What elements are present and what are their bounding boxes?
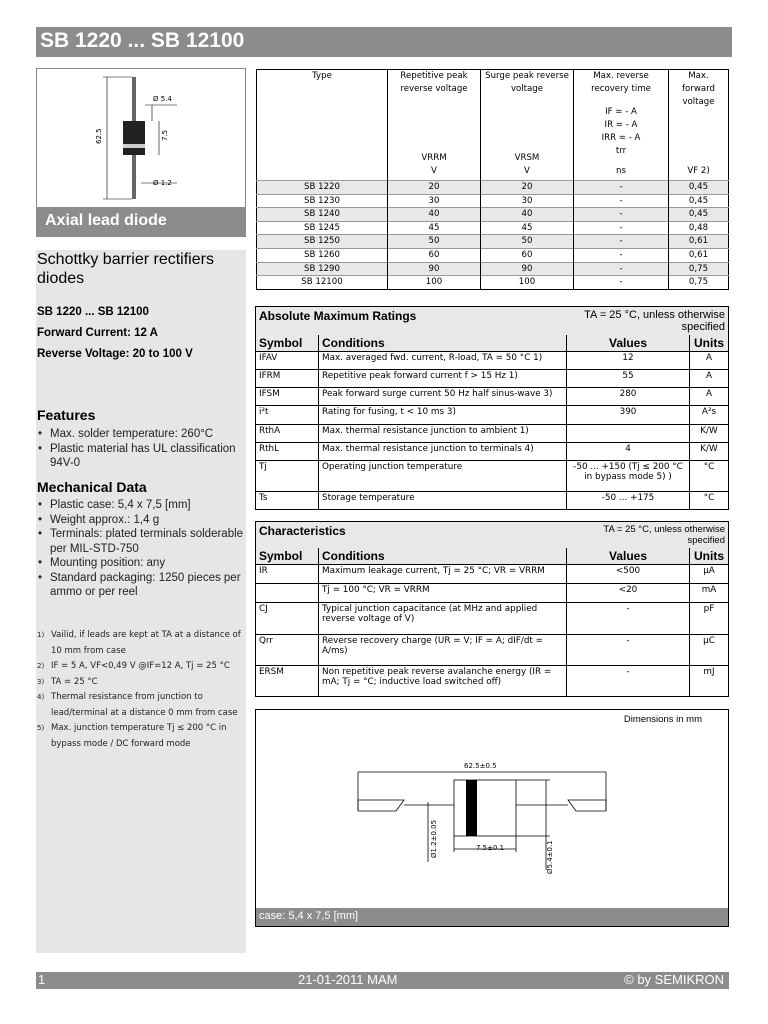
abs_max-val: -50 ... +150 (Tj ≤ 200 °C in bypass mode 5) ): [567, 460, 690, 491]
type-cell: SB 1260: [257, 248, 388, 262]
characteristics-cond: Maximum leakage current, Tj = 25 °C; VR = VRRM: [319, 565, 567, 584]
type-cell: 45: [388, 221, 481, 235]
product-title-line1: Schottky barrier rectifiers: [37, 251, 214, 268]
abs_max-unit: K/W: [690, 424, 729, 442]
footnote: 3) TA = 25 °C: [37, 676, 98, 687]
type-row: [257, 262, 729, 276]
type-cell: -: [574, 248, 669, 262]
type-cell: 45: [481, 221, 574, 235]
characteristics-cond: Reverse recovery charge (UR = V; IF = A; dIF/dt = A/ms): [319, 634, 567, 665]
abs_max-cond: Max. thermal resistance junction to ambient 1): [319, 424, 567, 442]
features-list: [37, 427, 245, 471]
abs_max-unit: A: [690, 352, 729, 370]
characteristics-sym: [256, 584, 319, 603]
type-row: [257, 248, 729, 262]
abs_max-unit: K/W: [690, 442, 729, 460]
type-cell: -: [574, 262, 669, 276]
abs_max-row: [256, 442, 728, 460]
type-cell: 0,45: [669, 181, 729, 195]
dimension-drawing: [255, 709, 729, 927]
forward-current: Forward Current: 12 A: [37, 327, 158, 339]
abs_max-cond: Peak forward surge current 50 Hz half sinus-wave 3): [319, 388, 567, 406]
abs_max-sym: RthA: [256, 424, 319, 442]
page-number: 1: [38, 972, 46, 987]
col-vrsm: Surge peak reverse voltage VRSM V: [481, 70, 574, 181]
type-cell: SB 1240: [257, 208, 388, 222]
characteristics-sym: ERSM: [256, 665, 319, 696]
characteristics-table: Characteristics TA = 25 °C, unless otherwise specified Symbol Conditions Values Units IR Maximum leakage current, Tj = 25 °C; VR = VRRM <500 µA Tj = 100 °C; VR = VRRM <20 mA CJ Typical junction capacitance (at MHz and applied reverse voltage of V) - pF Qrr Reverse recovery charge (UR = V; IF = A; dIF/dt = A/ms) - µC ERSM Non repetitive peak reverse avalanche energy (IR = mA; Tj = °C; inductive load switched off) - mJ: [255, 521, 729, 697]
type-cell: SB 1290: [257, 262, 388, 276]
abs-max-caption: Absolute Maximum Ratings: [259, 309, 417, 323]
type-cell: 0,61: [669, 248, 729, 262]
characteristics-sym: CJ: [256, 603, 319, 634]
characteristics-val: <20: [567, 584, 690, 603]
abs_max-cond: Operating junction temperature: [319, 460, 567, 491]
abs_max-val: 55: [567, 370, 690, 388]
type-cell: 0,75: [669, 262, 729, 276]
type-cell: 40: [481, 208, 574, 222]
abs_max-val: 390: [567, 406, 690, 424]
abs_max-row: [256, 460, 728, 491]
abs_max-sym: IFAV: [256, 352, 319, 370]
abs_max-val: -50 ... +175: [567, 491, 690, 509]
characteristics-unit: mJ: [690, 665, 729, 696]
abs-max-condition: TA = 25 °C, unless otherwise specified: [584, 309, 725, 333]
mechanical-item: • Weight approx.: 1,4 g: [37, 513, 245, 528]
svg-text:Ø5.4±0.1: Ø5.4±0.1: [546, 840, 554, 874]
type-cell: 50: [481, 235, 574, 249]
footer-date: 21-01-2011 MAM: [298, 972, 398, 987]
type-cell: 0,75: [669, 276, 729, 290]
type-cell: SB 1220: [257, 181, 388, 195]
product-title: [37, 250, 247, 288]
abs_max-cond: Max. thermal resistance junction to terminals 4): [319, 442, 567, 460]
abs_max-row: [256, 491, 728, 509]
series-label: SB 1220 ... SB 12100: [37, 306, 149, 318]
footnote: 1) Vailid, if leads are kept at TA at a distance of 10 mm from case: [37, 630, 241, 656]
case-label: case: 5,4 x 7,5 [mm]: [259, 910, 359, 922]
characteristics-val: -: [567, 603, 690, 634]
characteristics-val: <500: [567, 565, 690, 584]
svg-text:62.5±0.5: 62.5±0.5: [464, 762, 497, 770]
diode-image: [36, 68, 246, 208]
svg-text:Ø 5.4: Ø 5.4: [153, 95, 172, 103]
type-cell: SB 12100: [257, 276, 388, 290]
abs_max-unit: °C: [690, 491, 729, 509]
type-cell: SB 1230: [257, 194, 388, 208]
case-bar: [256, 908, 728, 926]
characteristics-val: -: [567, 634, 690, 665]
type-cell: 0,48: [669, 221, 729, 235]
col-vf: Max. forward voltage VF 2): [669, 70, 729, 181]
abs_max-sym: RthL: [256, 442, 319, 460]
type-cell: SB 1250: [257, 235, 388, 249]
abs_max-sym: IFSM: [256, 388, 319, 406]
abs_max-sym: IFRM: [256, 370, 319, 388]
characteristics-condition: TA = 25 °C, unless otherwise specified: [603, 524, 725, 546]
type-row: [257, 235, 729, 249]
mechanical-item: • Terminals: plated terminals solderable per MIL-STD-750: [37, 527, 245, 556]
characteristics-cond: Tj = 100 °C; VR = VRRM: [319, 584, 567, 603]
col-trr: Max. reverse recovery time IF = - A IR = - A IRR = - A trr ns: [574, 70, 669, 181]
abs_max-row: [256, 370, 728, 388]
feature-item: • Max. solder temperature: 260°C: [37, 427, 245, 442]
abs_max-val: 12: [567, 352, 690, 370]
abs_max-row: [256, 388, 728, 406]
abs_max-cond: Repetitive peak forward current f > 15 Hz 1): [319, 370, 567, 388]
svg-text:7.5±0.1: 7.5±0.1: [476, 844, 505, 852]
type-cell: 0,61: [669, 235, 729, 249]
type-row: [257, 221, 729, 235]
characteristics-sym: Qrr: [256, 634, 319, 665]
type-cell: -: [574, 276, 669, 290]
characteristics-row: [256, 634, 728, 665]
abs_max-cond: Storage temperature: [319, 491, 567, 509]
page-title: SB 1220 ... SB 12100: [40, 29, 245, 52]
abs_max-cond: Rating for fusing, t < 10 ms 3): [319, 406, 567, 424]
title-bar: [36, 27, 732, 57]
reverse-voltage: Reverse Voltage: 20 to 100 V: [37, 348, 193, 360]
dimensions-label: Dimensions in mm: [623, 714, 702, 725]
mechanical-item: • Mounting position: any: [37, 556, 245, 571]
abs_max-unit: °C: [690, 460, 729, 491]
characteristics-val: -: [567, 665, 690, 696]
type-cell: 30: [481, 194, 574, 208]
abs_max-cond: Max. averaged fwd. current, R-load, TA = 50 °C 1): [319, 352, 567, 370]
feature-item: • Plastic material has UL classification 94V-0: [37, 442, 245, 471]
mechanical-item: • Standard packaging: 1250 pieces per ammo or per reel: [37, 571, 245, 600]
characteristics-row: [256, 665, 728, 696]
type-cell: SB 1245: [257, 221, 388, 235]
type-cell: 40: [388, 208, 481, 222]
footnote: 4) Thermal resistance from junction to lead/terminal at a distance 0 mm from case: [37, 692, 238, 718]
characteristics-unit: µC: [690, 634, 729, 665]
characteristics-caption: Characteristics: [259, 524, 346, 538]
abs_max-unit: A: [690, 388, 729, 406]
mechanical-item: • Plastic case: 5,4 x 7,5 [mm]: [37, 498, 245, 513]
type-cell: 0,45: [669, 194, 729, 208]
characteristics-row: [256, 565, 728, 584]
category-label: Axial lead diode: [45, 212, 167, 229]
abs-max-table: Absolute Maximum Ratings TA = 25 °C, unless otherwise specified Symbol Conditions Values Units IFAV Max. averaged fwd. current, R-load, TA = 50 °C 1) 12 A IFRM Repetitive peak forward current f > 15 Hz 1) 55 A IFSM Peak forward surge current 50 Hz half sinus-wave 3) 280 A i²t Rating for fusing, t < 10 ms 3) 390 A²s RthA Max. thermal resistance junction to ambient 1) K/W RthL Max. thermal resistance junction to terminals 4) 4 K/W Tj Operating junction temperature -50 ... +150 (Tj ≤ 200 °C in bypass mode 5) ) °C Ts Storage temperature -50 ... +175 °C: [255, 306, 729, 510]
type-cell: -: [574, 208, 669, 222]
type-table: [256, 69, 729, 290]
characteristics-sym: IR: [256, 565, 319, 584]
features-heading: Features: [37, 407, 96, 423]
product-title-line2: diodes: [37, 270, 85, 287]
characteristics-unit: pF: [690, 603, 729, 634]
type-row: [257, 208, 729, 222]
type-cell: 50: [388, 235, 481, 249]
abs_max-val: [567, 424, 690, 442]
type-cell: 60: [481, 248, 574, 262]
characteristics-row: [256, 603, 728, 634]
footnote: 2) IF = 5 A, VF<0,49 V @IF=12 A, Tj = 25 °C: [37, 661, 230, 671]
characteristics-unit: µA: [690, 565, 729, 584]
abs_max-sym: i²t: [256, 406, 319, 424]
type-row: [257, 194, 729, 208]
type-cell: 90: [481, 262, 574, 276]
mechanical-heading: Mechanical Data: [37, 479, 147, 495]
type-cell: 100: [388, 276, 481, 290]
col-type: Type: [257, 70, 388, 181]
type-cell: 20: [481, 181, 574, 195]
abs_max-val: 4: [567, 442, 690, 460]
type-cell: 30: [388, 194, 481, 208]
svg-text:Ø1.2±0.05: Ø1.2±0.05: [430, 819, 438, 858]
characteristics-cond: Typical junction capacitance (at MHz and applied reverse voltage of V): [319, 603, 567, 634]
type-cell: 60: [388, 248, 481, 262]
col-vrrm: Repetitive peak reverse voltage VRRM V: [388, 70, 481, 181]
svg-text:62.5: 62.5: [95, 128, 103, 144]
abs_max-row: [256, 406, 728, 424]
abs_max-unit: A: [690, 370, 729, 388]
type-cell: -: [574, 235, 669, 249]
abs_max-row: [256, 352, 728, 370]
type-cell: 20: [388, 181, 481, 195]
type-cell: 0,45: [669, 208, 729, 222]
dimension-svg: [256, 710, 728, 906]
type-row: [257, 276, 729, 290]
type-row: [257, 181, 729, 195]
characteristics-unit: mA: [690, 584, 729, 603]
abs_max-row: [256, 424, 728, 442]
copyright: © by SEMIKRON: [624, 972, 724, 987]
svg-text:Ø 1.2: Ø 1.2: [153, 179, 172, 187]
footnote: 5) Max. junction temperature Tj ≤ 200 °C in bypass mode / DC forward mode: [37, 723, 227, 749]
type-cell: 90: [388, 262, 481, 276]
svg-text:7.5: 7.5: [161, 129, 169, 141]
type-cell: 100: [481, 276, 574, 290]
abs_max-sym: Tj: [256, 460, 319, 491]
type-cell: -: [574, 194, 669, 208]
footnotes: [37, 628, 247, 752]
diode-drawing: [37, 69, 245, 207]
abs_max-val: 280: [567, 388, 690, 406]
type-cell: -: [574, 181, 669, 195]
footer: [36, 972, 729, 989]
type-cell: -: [574, 221, 669, 235]
abs_max-sym: Ts: [256, 491, 319, 509]
category-bar: [36, 207, 246, 237]
characteristics-cond: Non repetitive peak reverse avalanche energy (IR = mA; Tj = °C; inductive load switched off): [319, 665, 567, 696]
abs_max-unit: A²s: [690, 406, 729, 424]
characteristics-row: [256, 584, 728, 603]
mechanical-list: [37, 498, 245, 600]
